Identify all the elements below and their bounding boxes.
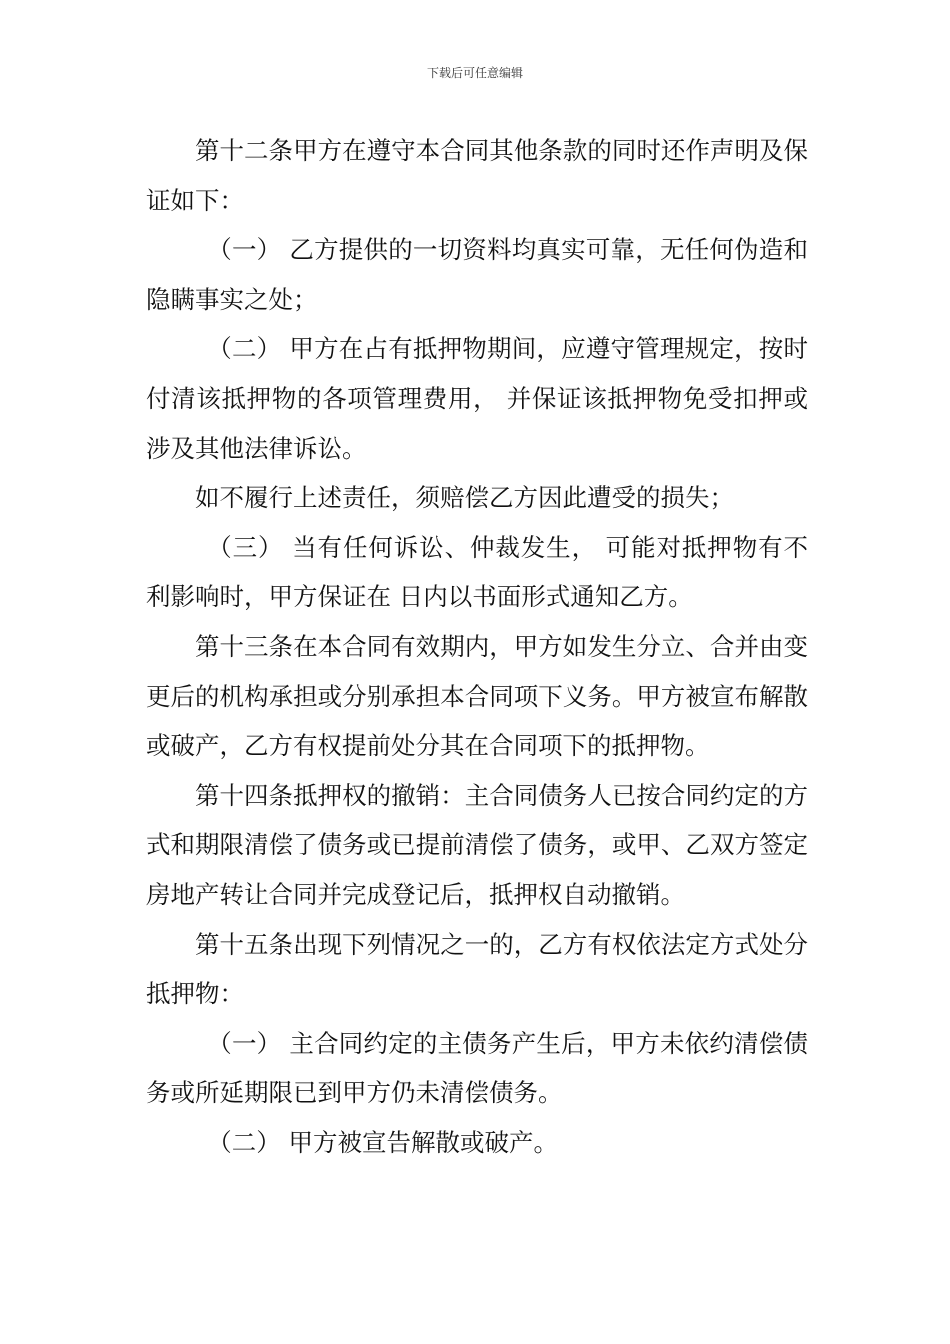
paragraph-article-15-item-2: （二） 甲方被宣告解散或破产。 <box>207 1127 559 1157</box>
document-body <box>146 126 808 1167</box>
paragraph-article-13: 第十三条在本合同有效期内，甲方如发生分立、合并由变更后的机构承担或分别承担本合同项下义务。甲方被宣布解散或破产，乙方有权提前处分其在合同项下的抵押物。 <box>146 631 808 761</box>
paragraph-article-12-item-2: （二） 甲方在占有抵押物期间，应遵守管理规定，按时付清该抵押物的各项管理费用， 并保证该抵押物免受扣押或涉及其他法律诉讼。 <box>146 334 808 463</box>
page-header-note: 下载后可任意编辑 <box>426 66 523 80</box>
paragraph-article-12-item-3: （三） 当有任何诉讼、仲裁发生， 可能对抵押物有不利影响时，甲方保证在 日内以书面形式通知乙方。 <box>146 532 808 612</box>
paragraph-article-15-item-1: （一） 主合同约定的主债务产生后，甲方未依约清偿债务或所延期限已到甲方仍未清偿债务。 <box>146 1028 808 1108</box>
paragraph-article-14: 第十四条抵押权的撤销：主合同债务人已按合同约定的方式和期限清偿了债务或已提前清偿了债务，或甲、乙双方签定房地产转让合同并完成登记后，抵押权自动撤销。 <box>146 780 808 909</box>
paragraph-article-15: 第十五条出现下列情况之一的，乙方有权依法定方式处分抵押物： <box>146 929 808 1009</box>
paragraph-article-12-item-1: （一） 乙方提供的一切资料均真实可靠，无任何伪造和隐瞒事实之处； <box>146 235 808 314</box>
paragraph-article-12: 第十二条甲方在遵守本合同其他条款的同时还作声明及保证如下： <box>146 136 808 215</box>
paragraph-article-12-liability: 如不履行上述责任，须赔偿乙方因此遭受的损失； <box>195 483 734 513</box>
